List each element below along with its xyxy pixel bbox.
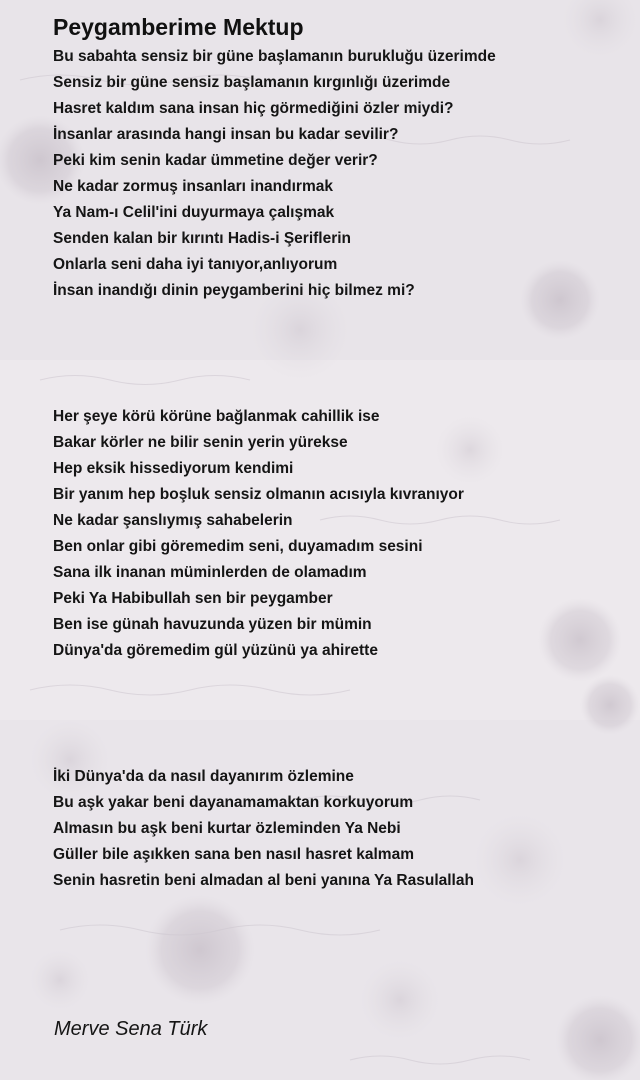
poem-author: Merve Sena Türk xyxy=(54,1018,208,1040)
poem-line: Hep eksik hissediyorum kendimi xyxy=(53,460,294,477)
poem-line: Ben ise günah havuzunda yüzen bir mümin xyxy=(53,616,372,633)
stanza-3 xyxy=(53,764,640,894)
poem-line: Senden kalan bir kırıntı Hadis-i Şeriflerin xyxy=(53,230,352,247)
poem-line: Ya Nam-ı Celil'ini duyurmaya çalışmak xyxy=(53,204,335,221)
poem-line: Güller bile aşıkken sana ben nasıl hasret kalmam xyxy=(53,846,414,863)
poem-line: Dünya'da göremedim gül yüzünü ya ahirette xyxy=(53,642,378,659)
poem-line: İnsanlar arasında hangi insan bu kadar sevilir? xyxy=(53,126,399,143)
poem-line: Peki Ya Habibullah sen bir peygamber xyxy=(53,590,333,607)
poem-line: Her şeye körü körüne bağlanmak cahillik ise xyxy=(53,408,380,425)
poem-line: Bu sabahta sensiz bir güne başlamanın burukluğu üzerimde xyxy=(53,48,496,65)
poem-line: Peki kim senin kadar ümmetine değer verir? xyxy=(53,152,378,169)
poem-line: Bakar körler ne bilir senin yerin yürekse xyxy=(53,434,348,451)
poem-line: Onlarla seni daha iyi tanıyor,anlıyorum xyxy=(53,256,338,273)
poem-line: Bu aşk yakar beni dayanamamaktan korkuyorum xyxy=(53,794,414,811)
poem-line: Ne kadar zormuş insanları inandırmak xyxy=(53,178,333,195)
poem-line: Hasret kaldım sana insan hiç görmediğini özler miydi? xyxy=(53,100,454,117)
poem-line: Bir yanım hep boşluk sensiz olmanın acısıyla kıvranıyor xyxy=(53,486,464,503)
poem-line: Sana ilk inanan müminlerden de olamadım xyxy=(53,564,367,581)
poem-line: İnsan inandığı dinin peygamberini hiç bilmez mi? xyxy=(53,282,415,299)
poem-line: Ben onlar gibi göremedim seni, duyamadım sesini xyxy=(53,538,423,555)
poem-line: Senin hasretin beni almadan al beni yanına Ya Rasulallah xyxy=(53,872,474,889)
poem-line: Ne kadar şanslıymış sahabelerin xyxy=(53,512,293,529)
poem-title: Peygamberime Mektup xyxy=(53,14,304,40)
stanza-spacer xyxy=(53,304,640,404)
poem-line: İki Dünya'da da nasıl dayanırım özlemine xyxy=(53,768,354,785)
stanza-2 xyxy=(53,404,640,664)
poem-line: Sensiz bir güne sensiz başlamanın kırgınlığı üzerimde xyxy=(53,74,451,91)
stanza-1 xyxy=(53,44,640,304)
stanza-spacer xyxy=(53,664,640,764)
poem-line: Almasın bu aşk beni kurtar özleminden Ya Nebi xyxy=(53,820,401,837)
